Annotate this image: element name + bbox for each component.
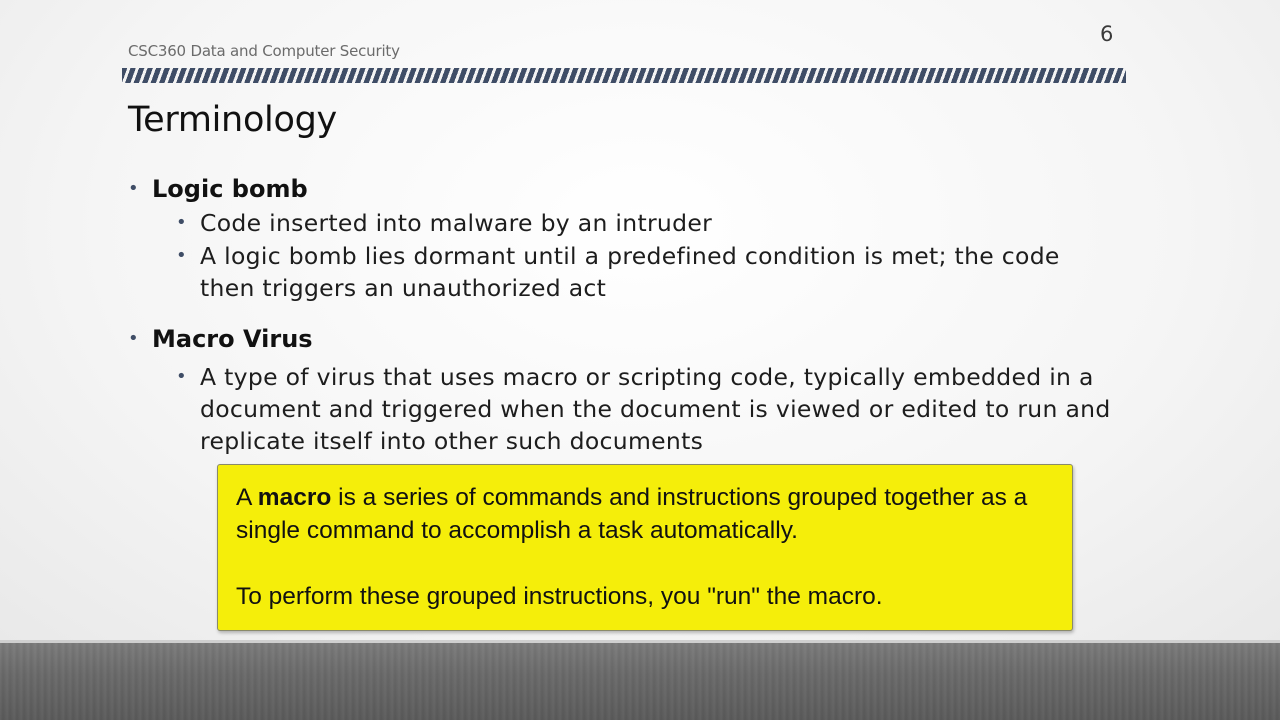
- point-item: [176, 207, 1118, 239]
- bullet-icon: •: [128, 178, 139, 199]
- page-number: 6: [1100, 22, 1114, 46]
- macro-definition-callout: [217, 464, 1073, 631]
- term-label: Logic bomb: [152, 175, 308, 203]
- point-text: A type of virus that uses macro or scripting code, typically embedded in a document and triggered when the document is viewed or edited to run and replicate itself into other such documents: [200, 363, 1111, 455]
- bullet-icon: •: [176, 245, 187, 266]
- point-text: Code inserted into malware by an intruder: [200, 209, 713, 237]
- decorative-stripe-bar: [122, 68, 1126, 83]
- callout-definition-text: is a series of commands and instructions grouped together as a single command to accomplish a task automatically.: [236, 484, 1028, 544]
- term-item: [128, 172, 1118, 206]
- course-header: CSC360 Data and Computer Security: [128, 42, 400, 60]
- callout-spacer: [236, 547, 1054, 580]
- point-item: [176, 361, 1118, 457]
- term-item: [128, 322, 1118, 356]
- term-label: Macro Virus: [152, 325, 313, 353]
- callout-bold-term: macro: [257, 484, 332, 511]
- bullet-icon: •: [176, 366, 187, 387]
- section-logic-bomb: [128, 172, 1118, 304]
- callout-prefix: A: [236, 484, 258, 511]
- section-macro-virus: [128, 322, 1118, 457]
- point-text: A logic bomb lies dormant until a predefined condition is met; the code then triggers an unauthorized act: [200, 242, 1060, 302]
- background-floor: [0, 640, 1280, 720]
- callout-run-note: To perform these grouped instructions, you "run" the macro.: [236, 583, 883, 610]
- callout-definition: [236, 481, 1054, 547]
- slide-title: Terminology: [128, 100, 337, 140]
- bullet-icon: •: [176, 212, 187, 233]
- bullet-icon: •: [128, 328, 139, 349]
- point-item: [176, 240, 1118, 304]
